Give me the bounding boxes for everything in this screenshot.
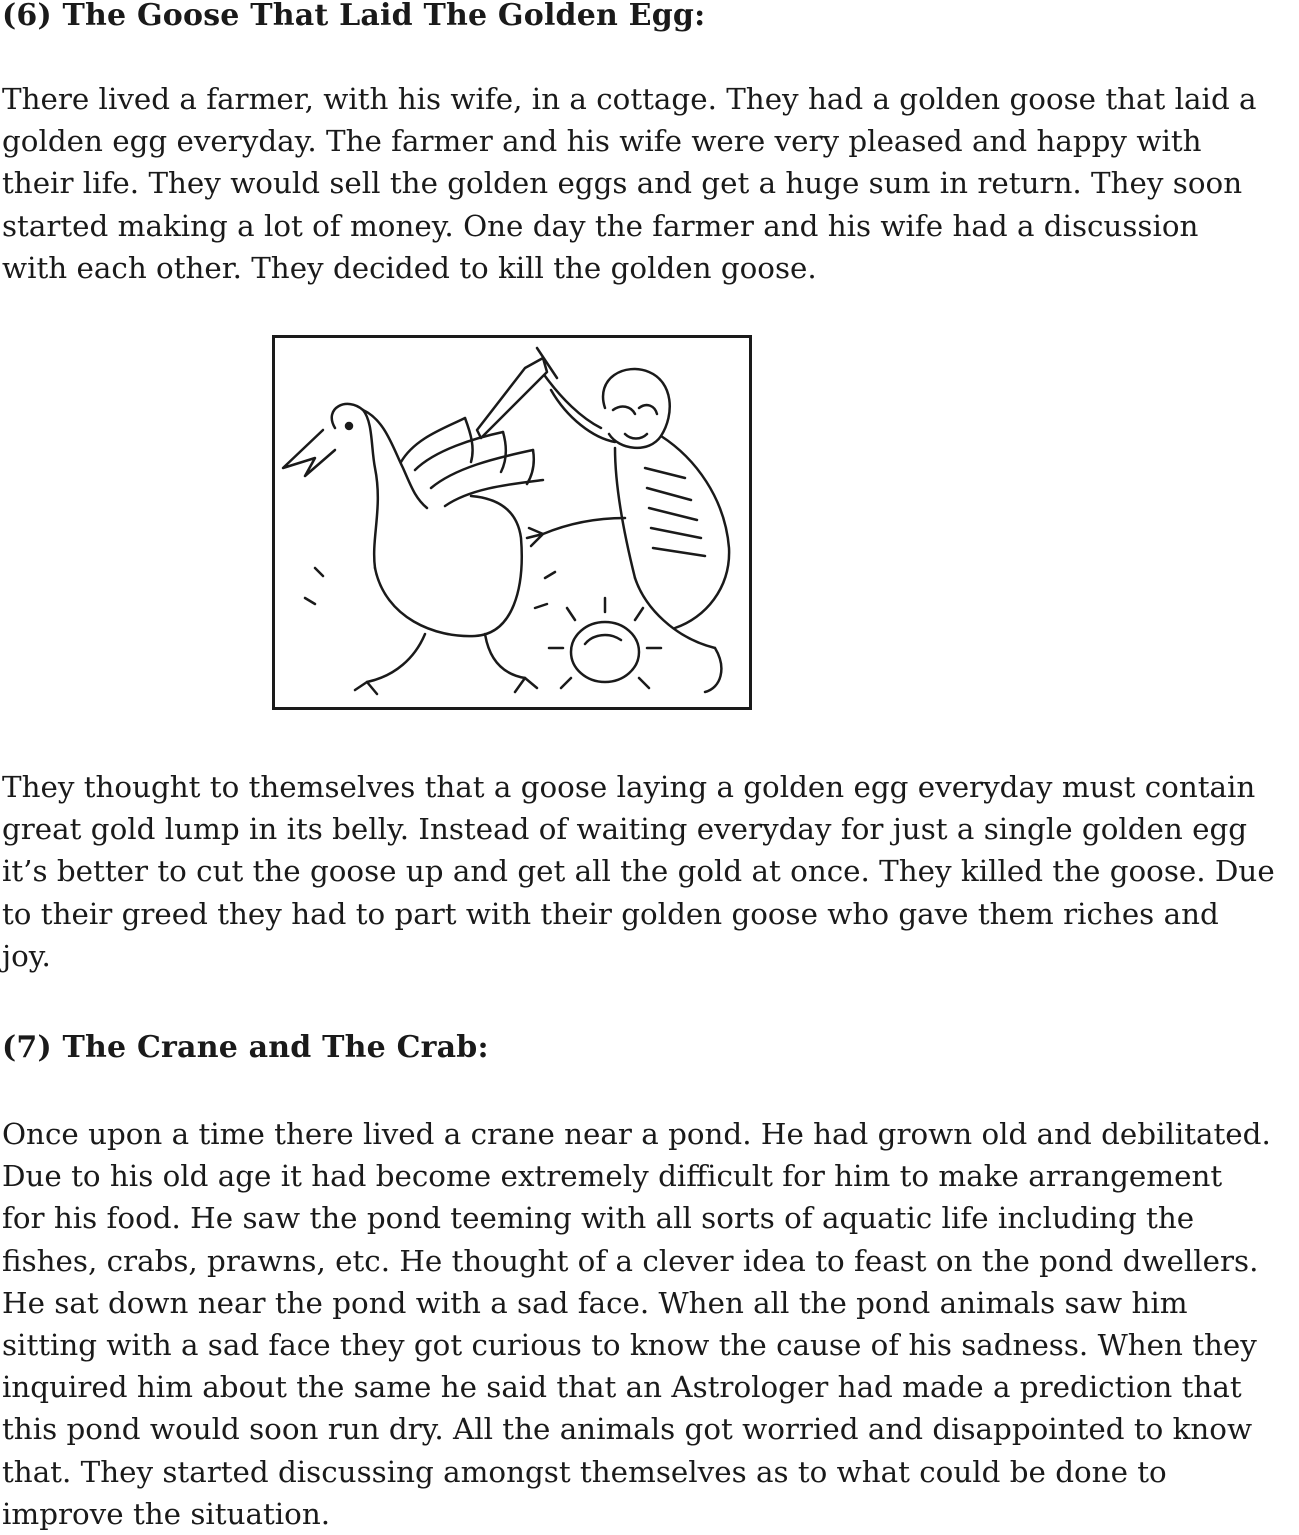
text-line: golden egg everyday. The farmer and his wife were very pleased and happy with xyxy=(2,124,1202,159)
text-line: They thought to themselves that a goose laying a golden egg everyday must contain xyxy=(2,770,1256,804)
section-7-heading: (7) The Crane and The Crab: xyxy=(2,1030,489,1065)
goose-and-farmer-illustration xyxy=(272,335,752,710)
knife xyxy=(477,358,547,438)
goose-beak xyxy=(283,430,335,476)
text-line: joy. xyxy=(2,938,51,973)
section-6-paragraph-2 xyxy=(2,766,1299,977)
egg-rays xyxy=(549,598,661,688)
text-line: this pond would soon run dry. All the animals got worried and disappointed to know xyxy=(2,1412,1253,1447)
text-line: inquired him about the same he said that an Astrologer had made a prediction that xyxy=(2,1370,1242,1405)
text-line: improve the situation. xyxy=(2,1496,331,1531)
text-line: to their greed they had to part with their golden goose who gave them riches and xyxy=(2,896,1219,931)
goose-eye xyxy=(346,423,352,429)
text-line: sitting with a sad face they got curious to know the cause of his sadness. When they xyxy=(2,1328,1257,1363)
text-line: for his food. He saw the pond teeming with all sorts of aquatic life including the xyxy=(2,1201,1195,1236)
text-line: great gold lump in its belly. Instead of waiting everyday for just a single golden egg xyxy=(2,812,1248,847)
text-line: Due to his old age it had become extremely difficult for him to make arrangement xyxy=(2,1159,1223,1194)
text-line: He sat down near the pond with a sad face. When all the pond animals saw him xyxy=(2,1285,1188,1320)
text-line: started making a lot of money. One day the farmer and his wife had a discussion xyxy=(2,208,1199,243)
text-line: There lived a farmer, with his wife, in a cottage. They had a golden goose that laid a xyxy=(2,82,1257,116)
text-line: it’s better to cut the goose up and get all the gold at once. They killed the goose. Due xyxy=(2,854,1275,889)
farmer-head xyxy=(603,369,670,448)
section-6-heading: (6) The Goose That Laid The Golden Egg: xyxy=(2,0,706,33)
section-6-paragraph-1 xyxy=(2,78,1299,289)
farmer-hand xyxy=(527,518,625,546)
text-line: that. They started discussing amongst themselves as to what could be done to xyxy=(2,1454,1167,1489)
text-line: their life. They would sell the golden eggs and get a huge sum in return. They soon xyxy=(2,166,1243,201)
section-7-paragraph-1 xyxy=(2,1113,1299,1535)
text-line: fishes, crabs, prawns, etc. He thought of a clever idea to feast on the pond dwellers. xyxy=(2,1243,1259,1278)
golden-egg xyxy=(571,622,639,682)
illustration-drawing xyxy=(275,338,749,707)
text-line: with each other. They decided to kill the golden goose. xyxy=(2,250,817,285)
goose-head xyxy=(332,404,378,568)
goose-legs xyxy=(367,634,525,682)
text-line: Once upon a time there lived a crane near a pond. He had grown old and debilitated. xyxy=(2,1117,1271,1151)
goose-body xyxy=(375,496,522,636)
